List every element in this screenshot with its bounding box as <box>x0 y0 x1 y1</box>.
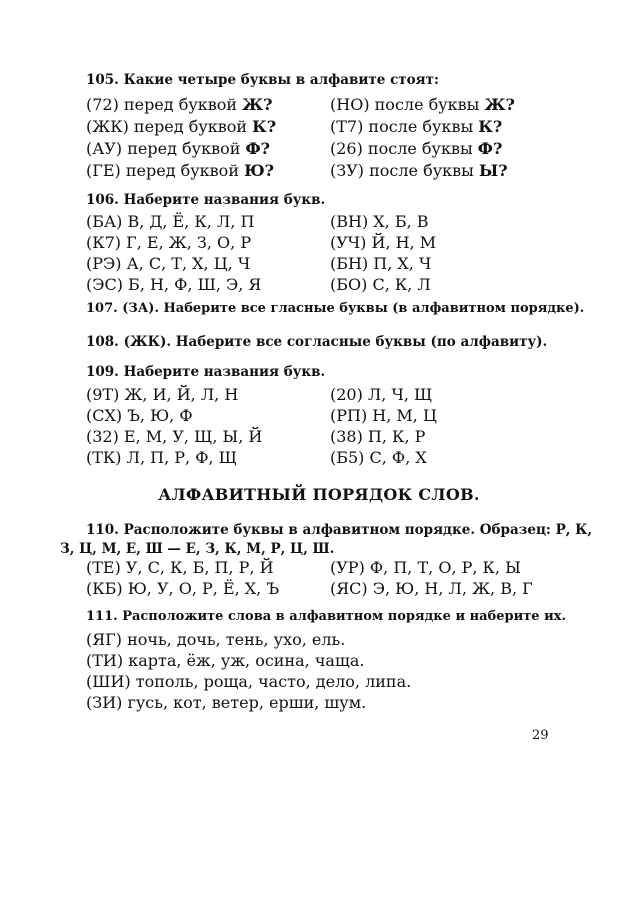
exercise-110-right: (УР) Ф, П, Т, О, Р, К, Ы <box>330 558 521 577</box>
exercise-111-line: (ЗИ) гусь, кот, ветер, ерши, шум. <box>86 693 367 712</box>
exercise-105-right <box>330 161 508 180</box>
exercise-106-right: (ВН) Х, Б, В <box>330 212 429 231</box>
exercise-105-left-text: (ЖК) перед буквой <box>86 117 248 136</box>
exercise-109-right: (РП) Н, М, Ц <box>330 406 437 425</box>
page-number: 29 <box>532 728 549 743</box>
exercise-105-right-letter: К? <box>478 117 503 136</box>
exercise-106-heading: 106. Наберите названия букв. <box>86 192 326 208</box>
exercise-106-left: (К7) Г, Е, Ж, З, О, Р <box>86 233 252 252</box>
exercise-105-right-text: (ЗУ) после буквы <box>330 161 474 180</box>
exercise-109-left: (ТК) Л, П, Р, Ф, Щ <box>86 448 237 467</box>
exercise-105-left-letter: К? <box>252 117 277 136</box>
exercise-105-row <box>86 117 503 136</box>
exercise-109-left: (9Т) Ж, И, Й, Л, Н <box>86 385 239 404</box>
exercise-105-right-text: (Т7) после буквы <box>330 117 474 136</box>
exercise-106-left: (БА) В, Д, Ё, К, Л, П <box>86 212 255 231</box>
exercise-111-line: (ТИ) карта, ёж, уж, осина, чаща. <box>86 651 365 670</box>
exercise-109-left: (СХ) Ъ, Ю, Ф <box>86 406 193 425</box>
exercise-110-left: (КБ) Ю, У, О, Р, Ё, Х, Ъ <box>86 579 280 598</box>
exercise-105-right-letter: Ж? <box>484 95 515 114</box>
exercise-109-right: (20) Л, Ч, Щ <box>330 385 433 404</box>
exercise-111-line: (ЯГ) ночь, дочь, тень, ухо, ель. <box>86 630 346 649</box>
exercise-105-left-letter: Ф? <box>245 139 271 158</box>
exercise-105-left-letter: Ж? <box>242 95 273 114</box>
exercise-109-row <box>86 385 433 404</box>
exercise-109-right: (38) П, К, Р <box>330 427 426 446</box>
exercise-105-left-letter: Ю? <box>244 161 275 180</box>
exercise-109-row <box>86 427 426 446</box>
exercise-111-heading: 111. Расположите слова в алфавитном порядке и наберите их. <box>86 609 566 624</box>
exercise-109-row <box>86 448 427 467</box>
exercise-108-heading: 108. (ЖК). Наберите все согласные буквы (по алфавиту). <box>86 334 548 350</box>
exercise-109-heading: 109. Наберите названия букв. <box>86 364 326 380</box>
exercise-105-left-text: (АУ) перед буквой <box>86 139 241 158</box>
exercise-109-left: (32) Е, М, У, Щ, Ы, Й <box>86 427 263 446</box>
exercise-105-row <box>86 95 515 114</box>
exercise-109-row <box>86 406 437 425</box>
exercise-106-row <box>86 275 431 294</box>
exercise-105-right-letter: Ф? <box>477 139 503 158</box>
exercise-106-left: (ЭС) Б, Н, Ф, Ш, Э, Я <box>86 275 262 294</box>
exercise-105-left-text: (72) перед буквой <box>86 95 238 114</box>
exercise-110-row <box>86 579 533 598</box>
exercise-110-heading: 110. Расположите буквы в алфавитном порядке. Образец: Р, К, <box>86 522 593 538</box>
section-title: АЛФАВИТНЫЙ ПОРЯДОК СЛОВ. <box>158 485 480 504</box>
exercise-105-right <box>330 117 502 136</box>
exercise-110-left: (ТЕ) У, С, К, Б, П, Р, Й <box>86 558 274 577</box>
exercise-105-row <box>86 161 508 180</box>
exercise-106-row <box>86 212 429 231</box>
exercise-110-row <box>86 558 521 577</box>
exercise-106-right: (БН) П, Х, Ч <box>330 254 432 273</box>
exercise-105-left-text: (ГЕ) перед буквой <box>86 161 239 180</box>
exercise-106-row <box>86 254 432 273</box>
exercise-105-right-text: (26) после буквы <box>330 139 473 158</box>
exercise-107-heading: 107. (ЗА). Наберите все гласные буквы (в алфавитном порядке). <box>86 301 585 316</box>
exercise-105-right <box>330 95 515 114</box>
exercise-105-right-text: (НО) после буквы <box>330 95 480 114</box>
exercise-106-right: (УЧ) Й, Н, М <box>330 233 437 252</box>
exercise-106-row <box>86 233 437 252</box>
exercise-106-right: (БО) С, К, Л <box>330 275 431 294</box>
exercise-110-right: (ЯС) Э, Ю, Н, Л, Ж, В, Г <box>330 579 533 598</box>
exercise-111-line: (ШИ) тополь, роща, часто, дело, липа. <box>86 672 412 691</box>
exercise-105-heading: 105. Какие четыре буквы в алфавите стоят: <box>86 72 439 88</box>
exercise-106-left: (РЭ) А, С, Т, Х, Ц, Ч <box>86 254 251 273</box>
exercise-105-right <box>330 139 502 158</box>
exercise-110-example: З, Ц, М, Е, Ш — Е, З, К, М, Р, Ц, Ш. <box>60 541 335 557</box>
exercise-105-row <box>86 139 503 158</box>
exercise-105-right-letter: Ы? <box>478 161 508 180</box>
exercise-109-right: (Б5) С, Ф, Х <box>330 448 427 467</box>
